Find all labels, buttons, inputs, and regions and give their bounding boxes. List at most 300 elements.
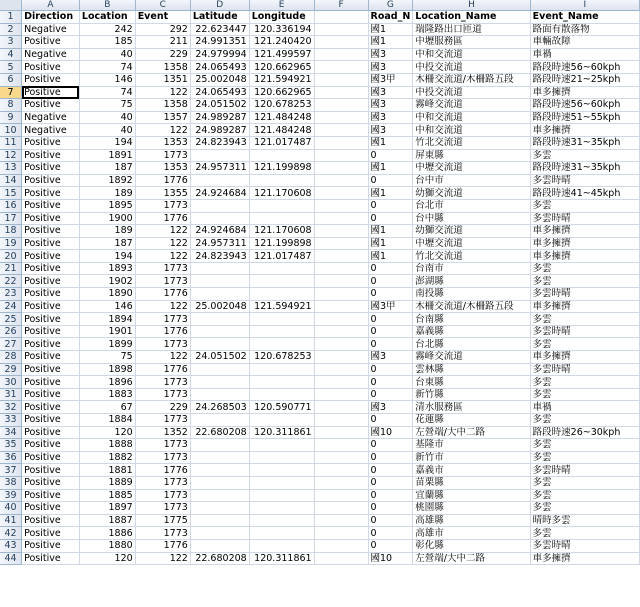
cell-c13[interactable]: 1353 [135, 162, 190, 175]
cell-d21[interactable] [190, 262, 249, 275]
cell-h12[interactable]: 屏東縣 [413, 149, 530, 162]
cell-c12[interactable]: 1773 [135, 149, 190, 162]
cell-c36[interactable]: 1773 [135, 451, 190, 464]
cell-c24[interactable]: 122 [135, 300, 190, 313]
cell-a40[interactable]: Positive [22, 502, 80, 515]
cell-e30[interactable] [249, 376, 314, 389]
cell-e16[interactable] [249, 199, 314, 212]
row-header[interactable]: 6 [0, 73, 22, 86]
cell-e6[interactable]: 121.594921 [249, 73, 314, 86]
cell-a30[interactable]: Positive [22, 376, 80, 389]
cell-g16[interactable]: 0 [368, 199, 413, 212]
cell-b24[interactable]: 146 [79, 300, 135, 313]
cell-b39[interactable]: 1885 [79, 489, 135, 502]
row-header[interactable]: 22 [0, 275, 22, 288]
cell-i34[interactable]: 路段時速26~30kph [530, 426, 639, 439]
row-header[interactable]: 25 [0, 313, 22, 326]
cell-b44[interactable]: 120 [79, 552, 135, 565]
cell-e25[interactable] [249, 313, 314, 326]
cell-h3[interactable]: 中壢服務區 [413, 36, 530, 49]
cell-g7[interactable]: 國3 [368, 86, 413, 99]
cell-i7[interactable]: 車多擁擠 [530, 86, 639, 99]
row-header[interactable]: 29 [0, 363, 22, 376]
cell-g28[interactable]: 國3 [368, 351, 413, 364]
cell-d41[interactable] [190, 514, 249, 527]
cell-a43[interactable]: Positive [22, 539, 80, 552]
cell-b22[interactable]: 1902 [79, 275, 135, 288]
cell-b21[interactable]: 1893 [79, 262, 135, 275]
cell-b38[interactable]: 1889 [79, 476, 135, 489]
cell-d16[interactable] [190, 199, 249, 212]
cell-i19[interactable]: 車多擁擠 [530, 237, 639, 250]
cell-h18[interactable]: 幼獅交流道 [413, 225, 530, 238]
cell-i43[interactable]: 多雲時晴 [530, 539, 639, 552]
cell-b23[interactable]: 1890 [79, 288, 135, 301]
cell-d43[interactable] [190, 539, 249, 552]
cell-e27[interactable] [249, 338, 314, 351]
row-header[interactable]: 30 [0, 376, 22, 389]
cell-c18[interactable]: 122 [135, 225, 190, 238]
cell-e10[interactable]: 121.484248 [249, 124, 314, 137]
cell-g44[interactable]: 國10 [368, 552, 413, 565]
row-header[interactable]: 10 [0, 124, 22, 137]
cell-h37[interactable]: 嘉義市 [413, 464, 530, 477]
cell-h34[interactable]: 左營端/大中二路 [413, 426, 530, 439]
cell-f30[interactable] [314, 376, 368, 389]
cell-g11[interactable]: 國1 [368, 136, 413, 149]
cell-a22[interactable]: Positive [22, 275, 80, 288]
cell-e9[interactable]: 121.484248 [249, 111, 314, 124]
cell-f22[interactable] [314, 275, 368, 288]
row-header[interactable]: 43 [0, 539, 22, 552]
cell-c11[interactable]: 1353 [135, 136, 190, 149]
row-header[interactable]: 37 [0, 464, 22, 477]
cell-h25[interactable]: 台南縣 [413, 313, 530, 326]
cell-d19[interactable]: 24.957311 [190, 237, 249, 250]
cell-f8[interactable] [314, 99, 368, 112]
row-header[interactable]: 4 [0, 48, 22, 61]
cell-g29[interactable]: 0 [368, 363, 413, 376]
cell-g43[interactable]: 0 [368, 539, 413, 552]
cell-d14[interactable] [190, 174, 249, 187]
cell-h20[interactable]: 竹北交流道 [413, 250, 530, 263]
row-header[interactable]: 3 [0, 36, 22, 49]
cell-h17[interactable]: 台中縣 [413, 212, 530, 225]
cell-h41[interactable]: 高雄縣 [413, 514, 530, 527]
cell-e42[interactable] [249, 527, 314, 540]
cell-g4[interactable]: 國3 [368, 48, 413, 61]
row-header[interactable]: 32 [0, 401, 22, 414]
cell-a37[interactable]: Positive [22, 464, 80, 477]
cell-i33[interactable]: 多雲 [530, 414, 639, 427]
cell-g34[interactable]: 國10 [368, 426, 413, 439]
cell-d4[interactable]: 24.979994 [190, 48, 249, 61]
row-header[interactable]: 27 [0, 338, 22, 351]
cell-c42[interactable]: 1773 [135, 527, 190, 540]
cell-g23[interactable]: 0 [368, 288, 413, 301]
cell-d17[interactable] [190, 212, 249, 225]
row-header[interactable]: 36 [0, 451, 22, 464]
cell-c6[interactable]: 1351 [135, 73, 190, 86]
cell-h11[interactable]: 竹北交流道 [413, 136, 530, 149]
cell-f28[interactable] [314, 351, 368, 364]
cell-g38[interactable]: 0 [368, 476, 413, 489]
cell-c20[interactable]: 122 [135, 250, 190, 263]
cell-c9[interactable]: 1357 [135, 111, 190, 124]
row-header[interactable]: 24 [0, 300, 22, 313]
cell-f24[interactable] [314, 300, 368, 313]
cell-h30[interactable]: 台東縣 [413, 376, 530, 389]
cell-i22[interactable]: 多雲 [530, 275, 639, 288]
cell-i38[interactable]: 多雲 [530, 476, 639, 489]
cell-i37[interactable]: 多雲時晴 [530, 464, 639, 477]
cell-c26[interactable]: 1776 [135, 325, 190, 338]
cell-b17[interactable]: 1900 [79, 212, 135, 225]
cell-h6[interactable]: 木柵交流道/木柵路五段 [413, 73, 530, 86]
cell-a13[interactable]: Positive [22, 162, 80, 175]
cell-d39[interactable] [190, 489, 249, 502]
cell-c38[interactable]: 1773 [135, 476, 190, 489]
cell-g21[interactable]: 0 [368, 262, 413, 275]
cell-a16[interactable]: Positive [22, 199, 80, 212]
cell-g19[interactable]: 國1 [368, 237, 413, 250]
cell-g32[interactable]: 國3 [368, 401, 413, 414]
cell-i1[interactable]: Event_Name [530, 11, 639, 24]
cell-a36[interactable]: Positive [22, 451, 80, 464]
cell-i39[interactable]: 多雲 [530, 489, 639, 502]
cell-e41[interactable] [249, 514, 314, 527]
cell-h22[interactable]: 澎湖縣 [413, 275, 530, 288]
cell-f1[interactable] [314, 11, 368, 24]
cell-g10[interactable]: 國3 [368, 124, 413, 137]
cell-d34[interactable]: 22.680208 [190, 426, 249, 439]
cell-g20[interactable]: 國1 [368, 250, 413, 263]
cell-h1[interactable]: Location_Name [413, 11, 530, 24]
column-header-f[interactable]: F [314, 0, 368, 11]
row-header[interactable]: 17 [0, 212, 22, 225]
row-header[interactable]: 35 [0, 439, 22, 452]
cell-b8[interactable]: 75 [79, 99, 135, 112]
cell-i21[interactable]: 多雲 [530, 262, 639, 275]
cell-g30[interactable]: 0 [368, 376, 413, 389]
cell-a27[interactable]: Positive [22, 338, 80, 351]
cell-c37[interactable]: 1776 [135, 464, 190, 477]
cell-h14[interactable]: 台中市 [413, 174, 530, 187]
cell-e36[interactable] [249, 451, 314, 464]
cell-h7[interactable]: 中投交流道 [413, 86, 530, 99]
cell-e35[interactable] [249, 439, 314, 452]
row-header[interactable]: 44 [0, 552, 22, 565]
cell-f2[interactable] [314, 23, 368, 36]
cell-d12[interactable] [190, 149, 249, 162]
cell-h9[interactable]: 中和交流道 [413, 111, 530, 124]
cell-i8[interactable]: 路段時速56~60kph [530, 99, 639, 112]
cell-f21[interactable] [314, 262, 368, 275]
cell-g9[interactable]: 國3 [368, 111, 413, 124]
cell-a10[interactable]: Negative [22, 124, 80, 137]
cell-c22[interactable]: 1773 [135, 275, 190, 288]
cell-c8[interactable]: 1358 [135, 99, 190, 112]
cell-h28[interactable]: 霧峰交流道 [413, 351, 530, 364]
cell-c39[interactable]: 1773 [135, 489, 190, 502]
cell-e7[interactable]: 120.662965 [249, 86, 314, 99]
cell-d10[interactable]: 24.989287 [190, 124, 249, 137]
cell-e22[interactable] [249, 275, 314, 288]
cell-i23[interactable]: 多雲時晴 [530, 288, 639, 301]
column-header-h[interactable]: H [413, 0, 530, 11]
row-header[interactable]: 5 [0, 61, 22, 74]
cell-a12[interactable]: Positive [22, 149, 80, 162]
cell-f41[interactable] [314, 514, 368, 527]
row-header[interactable]: 40 [0, 502, 22, 515]
cell-h13[interactable]: 中壢交流道 [413, 162, 530, 175]
cell-i42[interactable]: 多雲 [530, 527, 639, 540]
row-header[interactable]: 1 [0, 11, 22, 24]
cell-e12[interactable] [249, 149, 314, 162]
cell-i15[interactable]: 路段時速41~45kph [530, 187, 639, 200]
cell-c15[interactable]: 1355 [135, 187, 190, 200]
column-header-g[interactable]: G [368, 0, 413, 11]
cell-c19[interactable]: 122 [135, 237, 190, 250]
cell-h29[interactable]: 雲林縣 [413, 363, 530, 376]
cell-i24[interactable]: 車多擁擠 [530, 300, 639, 313]
cell-a4[interactable]: Negative [22, 48, 80, 61]
cell-i31[interactable]: 多雲 [530, 388, 639, 401]
row-header[interactable]: 12 [0, 149, 22, 162]
cell-e34[interactable]: 120.311861 [249, 426, 314, 439]
column-header-e[interactable]: E [249, 0, 314, 11]
cell-h27[interactable]: 台北縣 [413, 338, 530, 351]
row-header[interactable]: 15 [0, 187, 22, 200]
cell-c29[interactable]: 1776 [135, 363, 190, 376]
cell-e29[interactable] [249, 363, 314, 376]
cell-b32[interactable]: 67 [79, 401, 135, 414]
cell-a25[interactable]: Positive [22, 313, 80, 326]
cell-f13[interactable] [314, 162, 368, 175]
cell-b30[interactable]: 1896 [79, 376, 135, 389]
cell-g41[interactable]: 0 [368, 514, 413, 527]
cell-f42[interactable] [314, 527, 368, 540]
cell-g18[interactable]: 國1 [368, 225, 413, 238]
cell-g3[interactable]: 國1 [368, 36, 413, 49]
cell-d15[interactable]: 24.924684 [190, 187, 249, 200]
cell-d8[interactable]: 24.051502 [190, 99, 249, 112]
cell-e26[interactable] [249, 325, 314, 338]
cell-d33[interactable] [190, 414, 249, 427]
cell-e33[interactable] [249, 414, 314, 427]
cell-f10[interactable] [314, 124, 368, 137]
cell-a17[interactable]: Positive [22, 212, 80, 225]
cell-d35[interactable] [190, 439, 249, 452]
cell-c27[interactable]: 1773 [135, 338, 190, 351]
cell-e38[interactable] [249, 476, 314, 489]
cell-i3[interactable]: 車輛故障 [530, 36, 639, 49]
cell-f33[interactable] [314, 414, 368, 427]
cell-g27[interactable]: 0 [368, 338, 413, 351]
cell-g35[interactable]: 0 [368, 439, 413, 452]
cell-c10[interactable]: 122 [135, 124, 190, 137]
row-header[interactable]: 41 [0, 514, 22, 527]
cell-c14[interactable]: 1776 [135, 174, 190, 187]
cell-i32[interactable]: 車禍 [530, 401, 639, 414]
cell-a18[interactable]: Positive [22, 225, 80, 238]
cell-b35[interactable]: 1888 [79, 439, 135, 452]
cell-a41[interactable]: Positive [22, 514, 80, 527]
cell-b31[interactable]: 1883 [79, 388, 135, 401]
cell-h39[interactable]: 宜蘭縣 [413, 489, 530, 502]
cell-i25[interactable]: 多雲 [530, 313, 639, 326]
cell-e24[interactable]: 121.594921 [249, 300, 314, 313]
cell-e28[interactable]: 120.678253 [249, 351, 314, 364]
cell-f19[interactable] [314, 237, 368, 250]
cell-e40[interactable] [249, 502, 314, 515]
cell-i13[interactable]: 路段時速31~35kph [530, 162, 639, 175]
row-header[interactable]: 18 [0, 225, 22, 238]
cell-c16[interactable]: 1773 [135, 199, 190, 212]
cell-a33[interactable]: Positive [22, 414, 80, 427]
cell-d22[interactable] [190, 275, 249, 288]
cell-c40[interactable]: 1773 [135, 502, 190, 515]
cell-i27[interactable]: 多雲 [530, 338, 639, 351]
column-header-i[interactable]: I [530, 0, 639, 11]
cell-d44[interactable]: 22.680208 [190, 552, 249, 565]
row-header[interactable]: 34 [0, 426, 22, 439]
cell-f43[interactable] [314, 539, 368, 552]
cell-b2[interactable]: 242 [79, 23, 135, 36]
cell-f37[interactable] [314, 464, 368, 477]
cell-a21[interactable]: Positive [22, 262, 80, 275]
cell-i36[interactable]: 多雲 [530, 451, 639, 464]
cell-b33[interactable]: 1884 [79, 414, 135, 427]
select-all-corner[interactable] [0, 0, 22, 11]
cell-f11[interactable] [314, 136, 368, 149]
cell-c7[interactable]: 122 [135, 86, 190, 99]
cell-i10[interactable]: 車多擁擠 [530, 124, 639, 137]
cell-i11[interactable]: 路段時速31~35kph [530, 136, 639, 149]
cell-d13[interactable]: 24.957311 [190, 162, 249, 175]
cell-h24[interactable]: 木柵交流道/木柵路五段 [413, 300, 530, 313]
cell-e21[interactable] [249, 262, 314, 275]
cell-a6[interactable]: Positive [22, 73, 80, 86]
cell-d25[interactable] [190, 313, 249, 326]
cell-h31[interactable]: 新竹縣 [413, 388, 530, 401]
cell-a35[interactable]: Positive [22, 439, 80, 452]
cell-f25[interactable] [314, 313, 368, 326]
cell-b25[interactable]: 1894 [79, 313, 135, 326]
cell-a32[interactable]: Positive [22, 401, 80, 414]
row-header[interactable]: 28 [0, 351, 22, 364]
cell-a8[interactable]: Positive [22, 99, 80, 112]
cell-i14[interactable]: 多雲時晴 [530, 174, 639, 187]
cell-a11[interactable]: Positive [22, 136, 80, 149]
cell-a39[interactable]: Positive [22, 489, 80, 502]
cell-b4[interactable]: 40 [79, 48, 135, 61]
row-header[interactable]: 31 [0, 388, 22, 401]
cell-a42[interactable]: Positive [22, 527, 80, 540]
cell-b28[interactable]: 75 [79, 351, 135, 364]
cell-b6[interactable]: 146 [79, 73, 135, 86]
cell-h21[interactable]: 台南市 [413, 262, 530, 275]
cell-a19[interactable]: Positive [22, 237, 80, 250]
cell-h26[interactable]: 嘉義縣 [413, 325, 530, 338]
cell-g17[interactable]: 0 [368, 212, 413, 225]
cell-g22[interactable]: 0 [368, 275, 413, 288]
cell-b19[interactable]: 187 [79, 237, 135, 250]
cell-g24[interactable]: 國3甲 [368, 300, 413, 313]
cell-b29[interactable]: 1898 [79, 363, 135, 376]
column-header-d[interactable]: D [190, 0, 249, 11]
cell-a29[interactable]: Positive [22, 363, 80, 376]
cell-e44[interactable]: 120.311861 [249, 552, 314, 565]
cell-h42[interactable]: 高雄市 [413, 527, 530, 540]
cell-g15[interactable]: 國1 [368, 187, 413, 200]
cell-e2[interactable]: 120.336194 [249, 23, 314, 36]
cell-i6[interactable]: 路段時速21~25kph [530, 73, 639, 86]
cell-g39[interactable]: 0 [368, 489, 413, 502]
cell-c28[interactable]: 122 [135, 351, 190, 364]
cell-e15[interactable]: 121.170608 [249, 187, 314, 200]
cell-g42[interactable]: 0 [368, 527, 413, 540]
cell-h35[interactable]: 基隆市 [413, 439, 530, 452]
cell-a34[interactable]: Positive [22, 426, 80, 439]
cell-a28[interactable]: Positive [22, 351, 80, 364]
cell-b13[interactable]: 187 [79, 162, 135, 175]
cell-i16[interactable]: 多雲 [530, 199, 639, 212]
cell-h44[interactable]: 左營端/大中二路 [413, 552, 530, 565]
column-header-b[interactable]: B [79, 0, 135, 11]
row-header[interactable]: 16 [0, 199, 22, 212]
cell-i5[interactable]: 路段時速56~60kph [530, 61, 639, 74]
cell-i40[interactable]: 多雲 [530, 502, 639, 515]
cell-f18[interactable] [314, 225, 368, 238]
cell-g8[interactable]: 國3 [368, 99, 413, 112]
cell-d9[interactable]: 24.989287 [190, 111, 249, 124]
cell-b36[interactable]: 1882 [79, 451, 135, 464]
cell-a38[interactable]: Positive [22, 476, 80, 489]
cell-i41[interactable]: 晴時多雲 [530, 514, 639, 527]
cell-a23[interactable]: Positive [22, 288, 80, 301]
cell-b18[interactable]: 189 [79, 225, 135, 238]
cell-d23[interactable] [190, 288, 249, 301]
cell-e13[interactable]: 121.199898 [249, 162, 314, 175]
cell-i30[interactable]: 多雲 [530, 376, 639, 389]
cell-d36[interactable] [190, 451, 249, 464]
cell-c32[interactable]: 229 [135, 401, 190, 414]
cell-h16[interactable]: 台北市 [413, 199, 530, 212]
cell-d32[interactable]: 24.268503 [190, 401, 249, 414]
cell-d1[interactable]: Latitude [190, 11, 249, 24]
cell-f36[interactable] [314, 451, 368, 464]
cell-f9[interactable] [314, 111, 368, 124]
cell-f44[interactable] [314, 552, 368, 565]
cell-c3[interactable]: 211 [135, 36, 190, 49]
cell-b5[interactable]: 74 [79, 61, 135, 74]
cell-c35[interactable]: 1773 [135, 439, 190, 452]
row-header[interactable]: 39 [0, 489, 22, 502]
cell-h15[interactable]: 幼獅交流道 [413, 187, 530, 200]
cell-c25[interactable]: 1773 [135, 313, 190, 326]
cell-g2[interactable]: 國1 [368, 23, 413, 36]
cell-d37[interactable] [190, 464, 249, 477]
cell-e31[interactable] [249, 388, 314, 401]
cell-b27[interactable]: 1899 [79, 338, 135, 351]
cell-b40[interactable]: 1897 [79, 502, 135, 515]
cell-g25[interactable]: 0 [368, 313, 413, 326]
row-header[interactable]: 38 [0, 476, 22, 489]
cell-c23[interactable]: 1776 [135, 288, 190, 301]
cell-a3[interactable]: Positive [22, 36, 80, 49]
row-header[interactable]: 26 [0, 325, 22, 338]
